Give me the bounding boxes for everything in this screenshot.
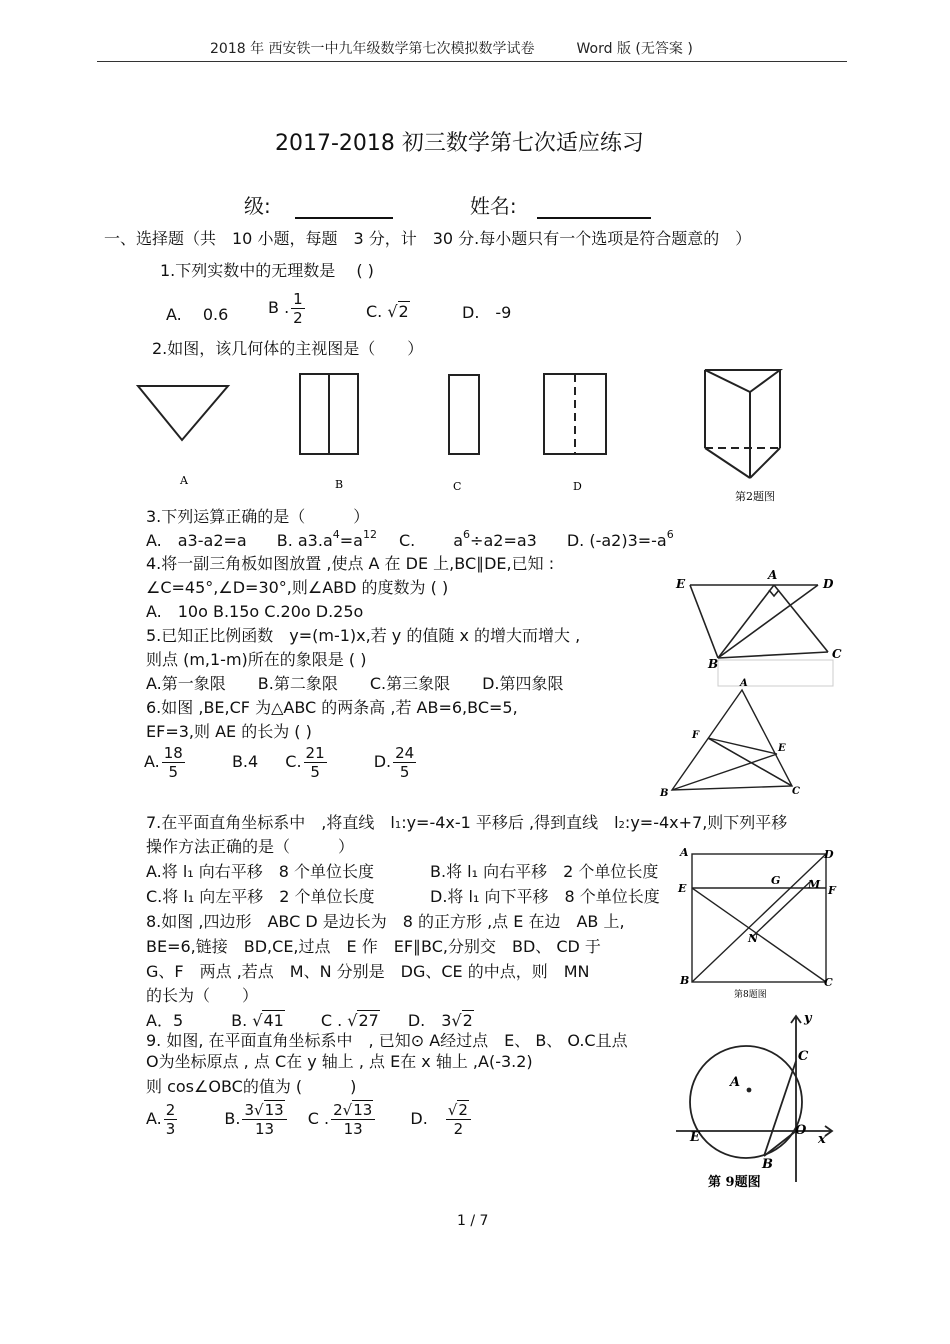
center-point-a xyxy=(747,1088,752,1093)
svg-text:A: A xyxy=(768,568,778,582)
q9-line1: 9. 如图, 在平面直角坐标系中 , 已知⊙ A经过点 E、 B、 O.C且点 xyxy=(146,1031,628,1050)
q8-figure xyxy=(672,842,850,1002)
q8-options: A．5 B. √41 C . √27 D. 3√2 xyxy=(146,1011,473,1030)
q1-option-b: B . $\frac{1}{2}$ xyxy=(268,290,303,327)
name-label: 姓名: xyxy=(469,194,517,218)
q6-figure xyxy=(652,676,812,800)
q8-line2: BE=6,链接 BD,CE,过点 E 作 EF∥BC,分别交 BD、 CD 于 xyxy=(146,937,601,956)
q2-option-c-rect xyxy=(449,375,479,454)
q1-option-c: C. √2 xyxy=(366,302,409,321)
q2-label-d: D xyxy=(573,480,582,493)
svg-text:O: O xyxy=(795,1123,807,1138)
svg-text:D: D xyxy=(824,848,834,861)
q7-option-a: A.将 l₁ 向右平移 8 个单位长度 xyxy=(146,862,375,881)
q4-line2: ∠C=45°,∠D=30°,则∠ABD 的度数为 ( ) xyxy=(146,578,449,597)
q8-line3: G、F 两点 ,若点 M、N 分别是 DG、CE 的中点，则 MN xyxy=(146,962,590,981)
section-heading: 一、选择题（共 10 小题，每题 3 分，计 30 分.每小题只有一个选项是符合题意的 ） xyxy=(104,229,752,248)
q5-line2: 则点 (m,1-m)所在的象限是 ( ) xyxy=(146,650,367,669)
q7-option-b: B.将 l₁ 向右平移 2 个单位长度 xyxy=(430,862,659,881)
svg-text:B: B xyxy=(680,974,690,987)
q4-figure xyxy=(668,568,846,688)
svg-text:第 9题图: 第 9题图 xyxy=(708,1175,761,1190)
class-label: 级: xyxy=(244,194,271,218)
svg-text:N: N xyxy=(748,932,759,945)
svg-text:E: E xyxy=(690,1130,700,1145)
q3-options: A. a3-a2=a B. $a3.a^4=a^{12}$ C. $a^6\div a2=a3$ D. $(-a2)3=-a^6$ xyxy=(146,528,674,550)
q9-options: A. $\frac{2}{3}$ B. $\frac{3√13}{13}$ C . $\frac{2√13}{13}$ D. $\frac{√2}{2}$ xyxy=(146,1101,473,1138)
svg-text:E: E xyxy=(676,577,686,591)
svg-text:C: C xyxy=(792,786,800,797)
q9-figure xyxy=(672,1010,842,1192)
class-blank[interactable] xyxy=(295,199,393,219)
q2-label-c: C xyxy=(453,480,462,493)
q7-option-c: C.将 l₁ 向左平移 2 个单位长度 xyxy=(146,887,375,906)
svg-text:D: D xyxy=(823,577,834,591)
q6-line1: 6.如图 ,BE,CF 为△ABC 的两条高 ,若 AB=6,BC=5, xyxy=(146,698,518,717)
q4-line1: 4.将一副三角板如图放置 ,使点 A 在 DE 上,BC∥DE,已知 : xyxy=(146,554,555,573)
svg-text:B: B xyxy=(708,657,719,671)
svg-text:E: E xyxy=(678,882,687,895)
page-number: 1 / 7 xyxy=(457,1213,489,1229)
svg-text:F: F xyxy=(692,730,700,741)
q5-options: A.第一象限 B.第二象限 C.第三象限 D.第四象限 xyxy=(146,674,564,693)
q5-line1: 5.已知正比例函数 y=(m-1)x,若 y 的值随 x 的增大而增大 , xyxy=(146,626,581,645)
q2-option-a-triangle xyxy=(138,386,228,440)
q4-options: A. 10o B.15o C.20o D.25o xyxy=(146,602,364,621)
svg-text:第8题图: 第8题图 xyxy=(734,990,767,1000)
q2-stem: 2.如图，该几何体的主视图是（ ） xyxy=(152,339,424,358)
svg-text:A: A xyxy=(680,846,689,859)
svg-text:A: A xyxy=(740,678,748,689)
svg-text:y: y xyxy=(804,1011,812,1026)
q8-line1: 8.如图 ,四边形 ABC D 是边长为 8 的正方形 ,点 E 在边 AB 上, xyxy=(146,912,625,931)
svg-text:G: G xyxy=(771,874,781,887)
svg-text:x: x xyxy=(818,1132,826,1147)
svg-text:F: F xyxy=(828,884,836,897)
header-rule xyxy=(97,61,847,62)
q9-line3: 则 cos∠OBC的值为 ( ) xyxy=(146,1077,357,1096)
page-title: 2017-2018 初三数学第七次适应练习 xyxy=(275,131,644,156)
svg-text:E: E xyxy=(778,743,786,754)
q6-line2: EF=3,则 AE 的长为 ( ) xyxy=(146,722,312,741)
name-blank[interactable] xyxy=(537,199,651,219)
q6-options: A. $\frac{18}{5}$ B.4 C. $\frac{21}{5}$ D. $\frac{24}{5}$ xyxy=(144,744,415,781)
svg-text:C: C xyxy=(798,1049,809,1064)
q1-option-d: D. -9 xyxy=(462,303,512,322)
svg-text:B: B xyxy=(660,788,669,799)
q1-stem: 1.下列实数中的无理数是 ( ) xyxy=(160,261,374,280)
svg-text:A: A xyxy=(730,1075,741,1090)
q2-label-a: A xyxy=(180,474,188,487)
q3-stem: 3.下列运算正确的是（ ） xyxy=(146,507,370,526)
svg-text:C: C xyxy=(832,647,842,661)
page-header: 2018 年 西安铁一中九年级数学第七次模拟数学试卷 Word 版 (无答案 ) xyxy=(210,41,693,57)
svg-text:C: C xyxy=(824,976,833,989)
q8-line4: 的长为（ ） xyxy=(146,986,259,1005)
q9-line2: O为坐标原点 , 点 C在 y 轴上 , 点 E在 x 轴上 ,A(-3.2) xyxy=(146,1052,533,1071)
student-info xyxy=(244,190,651,219)
svg-text:M: M xyxy=(808,878,821,891)
q7-option-d: D.将 l₁ 向下平移 8 个单位长度 xyxy=(430,887,660,906)
svg-text:B: B xyxy=(762,1157,773,1172)
q7-line2: 操作方法正确的是（ ） xyxy=(146,837,355,856)
q2-figures xyxy=(120,362,820,510)
q2-caption: 第2题图 xyxy=(735,490,775,503)
q7-line1: 7.在平面直角坐标系中 ,将直线 l1:y=-4x-1 平移后 ,得到直线 l2:y=-4x+7,则下列平移 xyxy=(146,813,788,832)
q1-option-a: A. 0.6 xyxy=(166,305,229,324)
q2-prism-figure xyxy=(705,370,780,478)
q2-label-b: B xyxy=(335,478,344,491)
